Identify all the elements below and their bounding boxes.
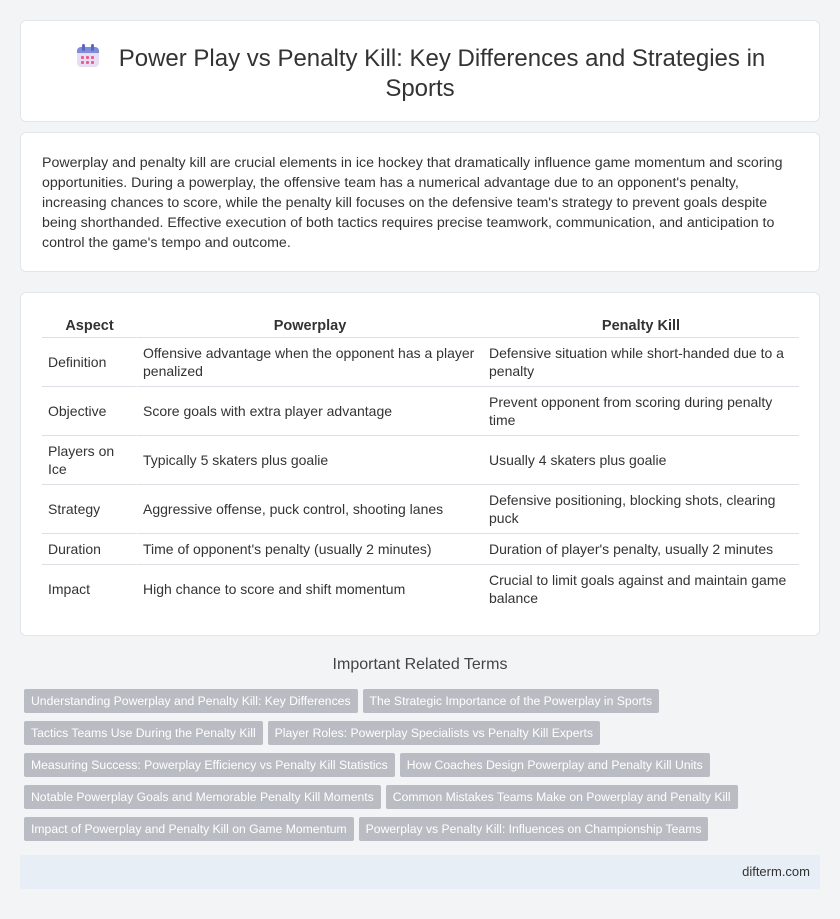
powerplay-cell: Typically 5 skaters plus goalie <box>137 435 483 484</box>
table-row <box>42 337 799 386</box>
page-title-wrap <box>21 43 819 104</box>
footer-site-link[interactable]: difterm.com <box>742 864 810 879</box>
powerplay-cell: High chance to score and shift momentum <box>137 564 483 613</box>
table-row <box>42 564 799 613</box>
header-aspect: Aspect <box>65 318 114 334</box>
penalty-kill-cell: Usually 4 skaters plus goalie <box>483 435 799 484</box>
aspect-cell: Objective <box>42 386 137 435</box>
comparison-table <box>42 315 799 613</box>
related-term-link[interactable]: Common Mistakes Teams Make on Powerplay and Penalty Kill <box>386 785 738 809</box>
calendar-icon <box>75 43 101 69</box>
related-term-link[interactable]: How Coaches Design Powerplay and Penalty Kill Units <box>400 753 710 777</box>
related-term-link[interactable]: The Strategic Importance of the Powerplay in Sports <box>363 689 660 713</box>
table-row <box>42 484 799 533</box>
related-term-link[interactable]: Player Roles: Powerplay Specialists vs Penalty Kill Experts <box>268 721 600 745</box>
penalty-kill-cell: Defensive situation while short-handed due to a penalty <box>483 337 799 386</box>
penalty-kill-cell: Crucial to limit goals against and maintain game balance <box>483 564 799 613</box>
table-row <box>42 533 799 564</box>
penalty-kill-cell: Prevent opponent from scoring during penalty time <box>483 386 799 435</box>
related-term-link[interactable]: Measuring Success: Powerplay Efficiency vs Penalty Kill Statistics <box>24 753 395 777</box>
related-term-link[interactable]: Notable Powerplay Goals and Memorable Penalty Kill Moments <box>24 785 381 809</box>
powerplay-cell: Time of opponent's penalty (usually 2 minutes) <box>137 533 483 564</box>
related-term-link[interactable]: Impact of Powerplay and Penalty Kill on Game Momentum <box>24 817 354 841</box>
table-row <box>42 386 799 435</box>
related-terms-heading: Important Related Terms <box>332 656 508 673</box>
intro-paragraph: Powerplay and penalty kill are crucial elements in ice hockey that dramatically influence game momentum and scoring opportunities. During a powerplay, the offensive team has a numerical advantage due to an opponent's penalty, increasing chances to score, while the penalty kill focuses on the defensive team's strategy to prevent goals despite being shorthanded. Effective execution of both tactics requires precise teamwork, communication, and anticipation to control the game's tempo and outcome. <box>42 155 783 251</box>
footer <box>20 855 820 889</box>
aspect-cell: Impact <box>42 564 137 613</box>
table-header-row <box>42 315 799 337</box>
related-terms-list <box>24 689 814 849</box>
aspect-cell: Duration <box>42 533 137 564</box>
table-row <box>42 435 799 484</box>
header-powerplay: Powerplay <box>273 318 347 334</box>
powerplay-cell: Score goals with extra player advantage <box>137 386 483 435</box>
powerplay-cell: Aggressive offense, puck control, shooting lanes <box>137 484 483 533</box>
penalty-kill-cell: Defensive positioning, blocking shots, clearing puck <box>483 484 799 533</box>
aspect-cell: Strategy <box>42 484 137 533</box>
header-card <box>20 20 820 122</box>
related-term-link[interactable]: Powerplay vs Penalty Kill: Influences on Championship Teams <box>359 817 709 841</box>
aspect-cell: Players on Ice <box>42 435 137 484</box>
intro-card <box>20 132 820 272</box>
aspect-cell: Definition <box>42 337 137 386</box>
header-penalty-kill: Penalty Kill <box>601 318 681 334</box>
comparison-card <box>20 292 820 636</box>
related-term-link[interactable]: Tactics Teams Use During the Penalty Kill <box>24 721 263 745</box>
powerplay-cell: Offensive advantage when the opponent has a player penalized <box>137 337 483 386</box>
penalty-kill-cell: Duration of player's penalty, usually 2 minutes <box>483 533 799 564</box>
related-term-link[interactable]: Understanding Powerplay and Penalty Kill: Key Differences <box>24 689 358 713</box>
page-title: Power Play vs Penalty Kill: Key Differences and Strategies in Sports <box>118 45 766 102</box>
